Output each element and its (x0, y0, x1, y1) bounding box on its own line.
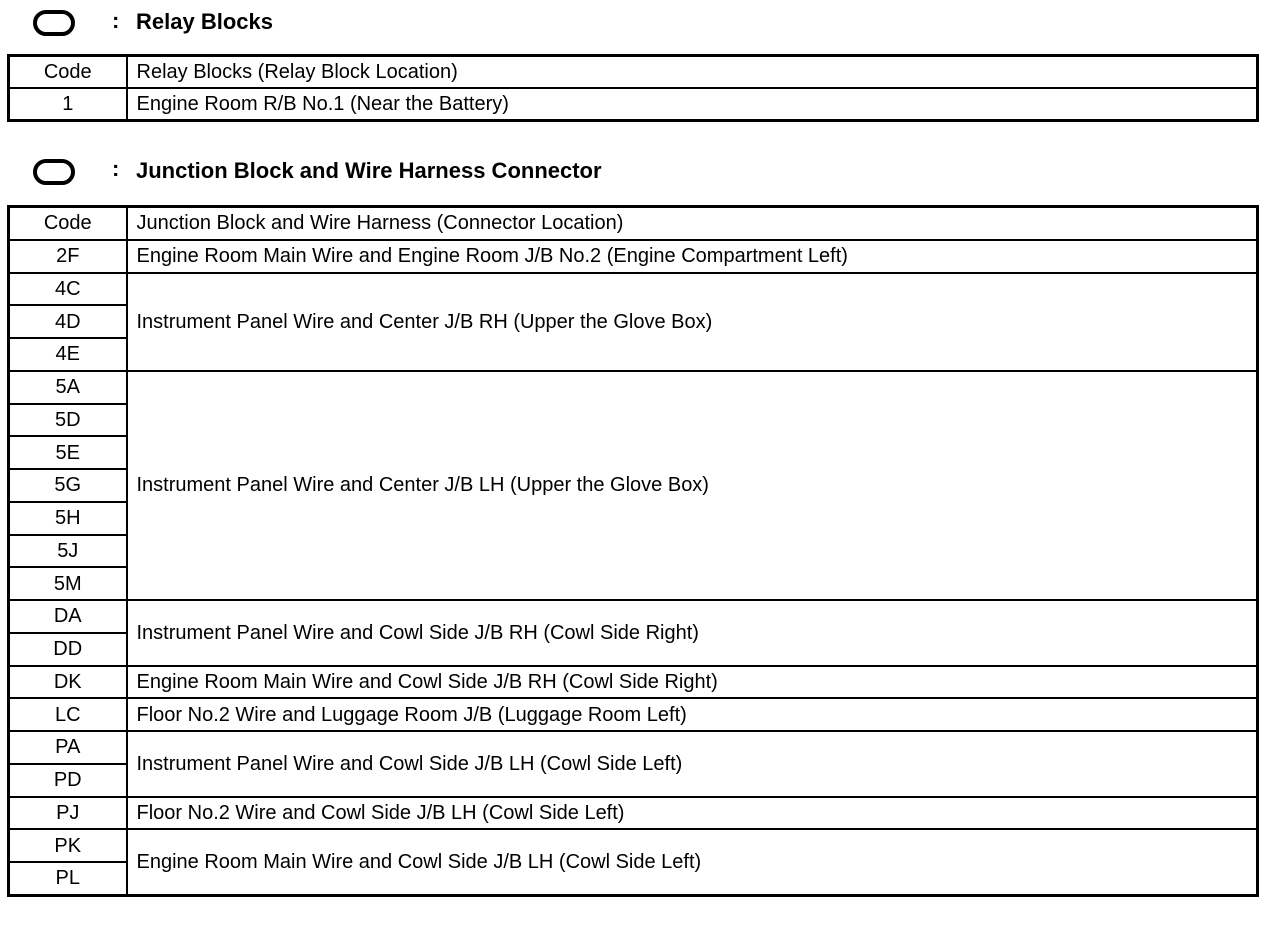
relay-colon: : (112, 8, 120, 33)
code-cell: 5A (9, 371, 127, 404)
description-cell: Instrument Panel Wire and Cowl Side J/B RH (Cowl Side Right) (127, 600, 1258, 666)
description-cell: Engine Room R/B No.1 (Near the Battery) (127, 88, 1258, 121)
description-header: Relay Blocks (Relay Block Location) (127, 56, 1258, 89)
relay-blocks-table (7, 54, 1259, 122)
relay-block-symbol-icon (33, 10, 75, 36)
code-cell: 5D (9, 404, 127, 437)
table-row (9, 600, 1258, 633)
table-row (9, 698, 1258, 731)
code-cell: 4D (9, 305, 127, 338)
description-cell: Floor No.2 Wire and Cowl Side J/B LH (Cowl Side Left) (127, 797, 1258, 830)
code-header: Code (9, 56, 127, 89)
description-cell: Instrument Panel Wire and Center J/B RH (Upper the Glove Box) (127, 273, 1258, 371)
code-cell: PK (9, 829, 127, 862)
code-cell: PL (9, 862, 127, 895)
code-cell: 1 (9, 88, 127, 121)
description-cell: Engine Room Main Wire and Cowl Side J/B LH (Cowl Side Left) (127, 829, 1258, 895)
table-row (9, 240, 1258, 273)
description-cell: Engine Room Main Wire and Cowl Side J/B RH (Cowl Side Right) (127, 666, 1258, 699)
table-row (9, 666, 1258, 699)
code-cell: LC (9, 698, 127, 731)
description-cell: Floor No.2 Wire and Luggage Room J/B (Luggage Room Left) (127, 698, 1258, 731)
code-header: Code (9, 207, 127, 240)
table-header-row (9, 207, 1258, 240)
table-row (9, 371, 1258, 404)
table-row (9, 797, 1258, 830)
table-header-row (9, 56, 1258, 89)
code-cell: 2F (9, 240, 127, 273)
description-header: Junction Block and Wire Harness (Connector Location) (127, 207, 1258, 240)
table-row (9, 829, 1258, 862)
junction-block-symbol-icon (33, 159, 75, 185)
code-cell: PJ (9, 797, 127, 830)
table-row (9, 731, 1258, 764)
junction-block-table (7, 205, 1259, 897)
code-cell: 5G (9, 469, 127, 502)
code-cell: PD (9, 764, 127, 797)
junction-colon: : (112, 156, 120, 181)
table-row (9, 273, 1258, 306)
code-cell: DK (9, 666, 127, 699)
code-cell: 5H (9, 502, 127, 535)
description-cell: Instrument Panel Wire and Cowl Side J/B LH (Cowl Side Left) (127, 731, 1258, 797)
code-cell: 4C (9, 273, 127, 306)
code-cell: DD (9, 633, 127, 666)
code-cell: PA (9, 731, 127, 764)
code-cell: 5M (9, 567, 127, 600)
code-cell: DA (9, 600, 127, 633)
table-row (9, 88, 1258, 121)
junction-section-title: Junction Block and Wire Harness Connector (136, 158, 602, 183)
relay-section-title: Relay Blocks (136, 9, 273, 34)
description-cell: Engine Room Main Wire and Engine Room J/B No.2 (Engine Compartment Left) (127, 240, 1258, 273)
code-cell: 5E (9, 436, 127, 469)
description-cell: Instrument Panel Wire and Center J/B LH (Upper the Glove Box) (127, 371, 1258, 600)
code-cell: 4E (9, 338, 127, 371)
code-cell: 5J (9, 535, 127, 568)
